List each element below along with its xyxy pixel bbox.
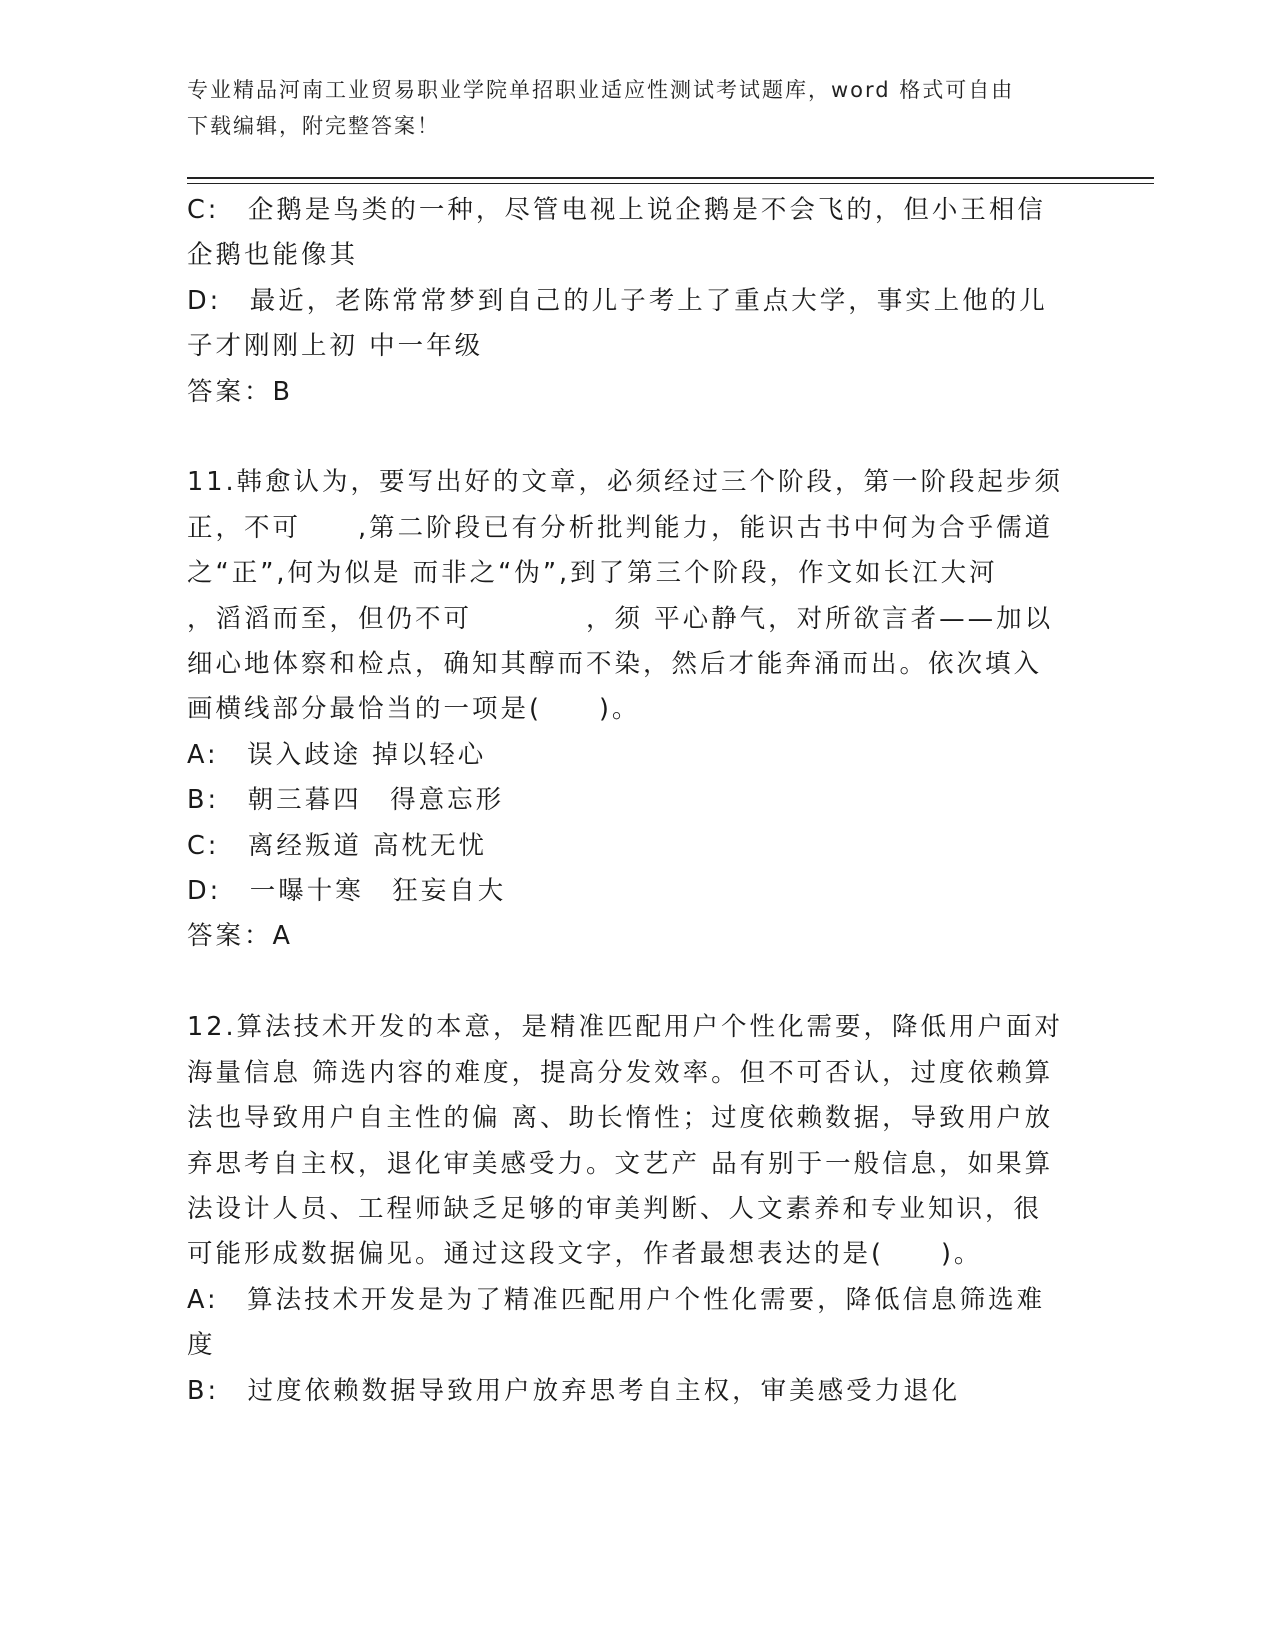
header-rule-thick <box>187 177 1154 179</box>
text-line: B: 朝三暮四 得意忘形 <box>187 785 505 816</box>
document-body <box>187 188 1092 1414</box>
text-line: A: 算法技术开发是为了精准匹配用户个性化需要，降低信息筛选难 <box>187 1284 1046 1315</box>
text-line: 之“正”,何为似是 而非之“伪”,到了第三个阶段，作文如长江大河 <box>187 558 998 589</box>
text-line: 11.韩愈认为，要写出好的文章，必须经过三个阶段，第一阶段起步须 <box>187 467 1064 498</box>
text-line: D: 最近，老陈常常梦到自己的儿子考上了重点大学，事实上他的儿 <box>187 285 1048 316</box>
text-line: A: 误入歧途 掉以轻心 <box>187 739 487 770</box>
text-line: 海量信息 筛选内容的难度，提高分发效率。但不可否认，过度依赖算 <box>187 1057 1054 1088</box>
text-line: C: 企鹅是鸟类的一种，尽管电视上说企鹅是不会飞的，但小王相信 <box>187 195 1046 225</box>
header-line-2: 下载编辑，附完整答案！ <box>187 114 440 138</box>
text-line: 答案：A <box>187 921 293 952</box>
text-line: 可能形成数据偏见。通过这段文字，作者最想表达的是( )。 <box>187 1239 983 1270</box>
text-line: 正，不可 ,第二阶段已有分析批判能力，能识古书中何为合乎儒道 <box>187 512 1054 543</box>
text-line: C: 离经叛道 高枕无忧 <box>187 830 488 861</box>
header-line-1: 专业精品河南工业贸易职业学院单招职业适应性测试考试题库，word 格式可自由 <box>187 78 1015 102</box>
text-line: 度 <box>187 1330 216 1361</box>
text-line: 子才刚刚上初 中一年级 <box>187 331 484 362</box>
paragraph-gap <box>187 960 1092 1005</box>
text-line: 弃思考自主权，退化审美感受力。文艺产 品有别于一般信息，如果算 <box>187 1148 1054 1179</box>
page-header <box>187 72 1067 144</box>
text-line: B: 过度依赖数据导致用户放弃思考自主权，审美感受力退化 <box>187 1375 961 1406</box>
text-line: 企鹅也能像其 <box>187 240 359 271</box>
text-line: 画横线部分最恰当的一项是( )。 <box>187 694 641 725</box>
text-line: 答案：B <box>187 376 293 407</box>
text-line: 细心地体察和检点，确知其醇而不染，然后才能奔涌而出。依次填入 <box>187 649 1043 680</box>
text-line: ，滔滔而至，但仍不可 ，须 平心静气，对所欲言者——加以 <box>187 603 1054 634</box>
header-rule-thin <box>187 183 1154 184</box>
text-line: D: 一曝十寒 狂妄自大 <box>187 876 507 907</box>
text-line: 法设计人员、工程师缺乏足够的审美判断、人文素养和专业知识，很 <box>187 1193 1043 1224</box>
paragraph-gap <box>187 415 1092 460</box>
text-line: 12.算法技术开发的本意，是精准匹配用户个性化需要，降低用户面对 <box>187 1012 1064 1043</box>
text-line: 法也导致用户自主性的偏 离、助长惰性；过度依赖数据，导致用户放 <box>187 1103 1054 1134</box>
